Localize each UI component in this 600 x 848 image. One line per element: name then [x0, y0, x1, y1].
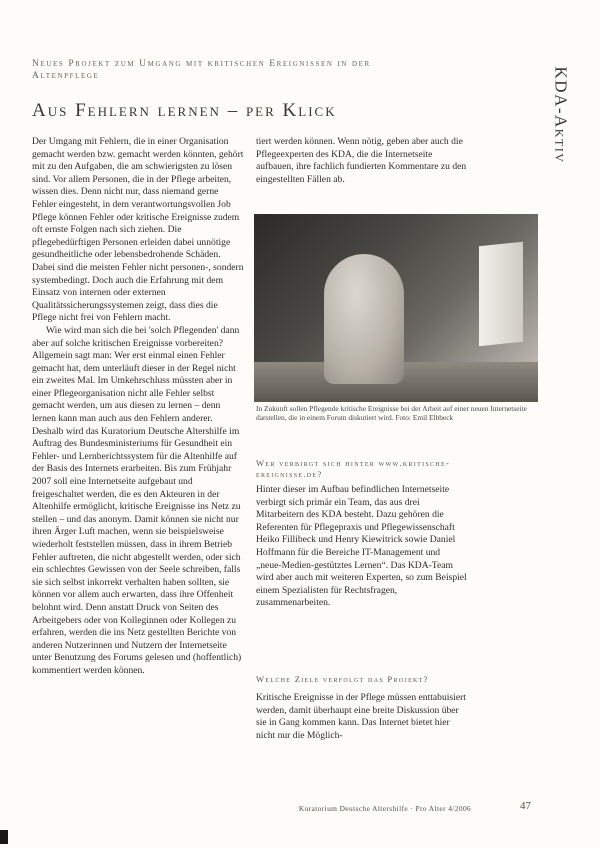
scan-edge-mark — [0, 830, 8, 844]
body-paragraph: tiert werden können. Wenn nötig, geben aber auch die Pflegeexperten des KDA, die die Internetseite aufbauen, ihre fachlich fundierten Kommentare zu den eingestellten Fällen ab. — [256, 136, 467, 185]
subheading-who: Wer verbirgt sich hinter www.kritische-ereignisse.de? — [256, 458, 451, 479]
photo-person — [324, 254, 404, 384]
photo-monitor — [479, 242, 523, 347]
right-column-top — [256, 136, 468, 186]
subheading-goals: Welche Ziele verfolgt das Projekt? — [256, 674, 429, 684]
article-headline: Aus Fehlern lernen – per Klick — [32, 100, 337, 121]
article-photo — [254, 214, 538, 402]
body-paragraph: Der Umgang mit Fehlern, die in einer Organisation gemacht werden bzw. gemacht werden könnten, gehört mit zu den Aufgaben, die am schwierigsten zu lösen sind. Vor allem Personen, die in der Pflege arbeiten, wissen dies. Denn nicht nur, dass niemand gerne Fehler eingesteht, in dem verantwortungsvollen Job Pflege können Fehler oder kritische Ereignisse zudem oft ernste Folgen nach sich ziehen. Die pflegebedürftigen Personen erleiden dabei unnötige gesundheitliche oder lebensbedrohende Schäden. Dabei sind die meisten Fehler nicht personen-, sondern systembedingt. Doch auch die Erfahrung mit dem Einsatz von internen oder externen Qualitätssicherungssystemen zeigt, dass dies die Pflege nicht frei von Fehlern macht. — [32, 136, 244, 324]
body-paragraph: Hinter dieser im Aufbau befindlichen Internetseite verbirgt sich primär ein Team, das aus drei Mitarbeitern des KDA besteht. Dazu gehören die Referenten für Pflegepraxis und Pflegewissenschaft Heiko Fillibeck und Henry Kiewitrick sowie Daniel Hoffmann für die Bereiche IT-Management und „neue-Medien-gestütztes Lernen“. Das KDA-Team wird aber auch mit weiteren Experten, so zum Beispiel einem Spezialisten für Rechtsfragen, zusammenarbeiten. — [256, 484, 467, 609]
section-side-label — [540, 40, 580, 190]
article-kicker: Neues Projekt zum Umgang mit kritischen Ereignissen in der Altenpflege — [32, 59, 371, 81]
page-footer: Kuratorium Deutsche Altershilfe · Pro Alter 4/2006 — [298, 804, 472, 813]
page-number: 47 — [520, 800, 531, 812]
section-side-label-text: KDA-Aktiv — [551, 66, 570, 164]
right-column-middle — [256, 484, 468, 610]
photo-caption: In Zukunft sollen Pflegende kritische Ereignisse bei der Arbeit auf einer neuen Internetseite darstellen, die in einem Forum diskutiert wird. Foto: Emil Elbbeck — [256, 404, 527, 423]
body-paragraph: Wie wird man sich die bei 'solch Pflegenden' dann aber auf solche kritischen Ereignisse vorbereiten? Allgemein sagt man: Wer erst einmal einen Fehler gemacht hat, dem unterläuft dieser in der Regel nicht ein zweites Mal. Im Umkehrschluss müssten aber in einer Pflegeorganisation nicht alle Fehler selbst gemacht werden, um aus diesen zu lernen – denn lernen kann man auch aus den Fehlern anderer. Deshalb wird das Kuratorium Deutsche Altershilfe im Auftrag des Bundesministeriums für Gesundheit ein Fehler- und Lernberichtssystem für die Altenhilfe auf der Basis des Internets erarbeiten. Bis zum Frühjahr 2007 soll eine Internetseite aufgebaut und freigeschaltet werden, die es den Akteuren in der Altenhilfe ermöglicht, kritische Ereignisse ins Netz zu stellen – und das anonym. Damit können sie nicht nur ihren Ärger Luft machen, wenn sie beispielsweise wiederholt feststellen müssen, dass in ihrem Betrieb Fehler auftreten, die nicht abgestellt werden, oder sich ein schlechtes Gewissen von der Seele schreiben, falls sie sich selbst inkorrekt verhalten haben sollten, sie können vor allem auch erwarten, dass ihre Offenheit belohnt wird. Denn anstatt Druck von Seiten des Arbeitgebers oder von Kolleginnen oder Kollegen zu erfahren, werden die ins Netz gestellten Berichte von anderen Nutzerinnen und Nutzern der Internetseite unter Benutzung des Forums gelesen und (hoffentlich) kommentiert werden können. — [32, 324, 242, 676]
left-column — [32, 136, 244, 678]
body-paragraph: Kritische Ereignisse in der Pflege müssen enttabuisiert werden, damit überhaupt eine breite Diskussion über sie in Gang kommen kann. Das Internet bietet hier nicht nur die Möglich- — [256, 692, 466, 741]
right-column-bottom — [256, 692, 468, 742]
